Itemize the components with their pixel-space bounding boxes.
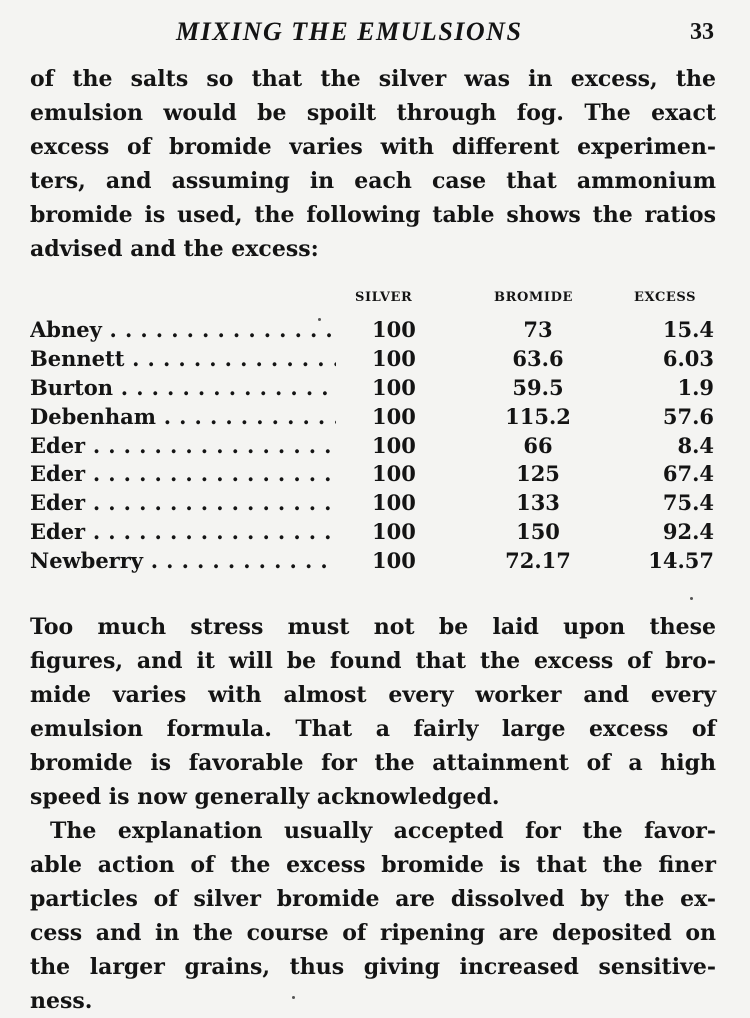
text-line: mide varies with almost every worker and every bbox=[30, 682, 716, 708]
text-line: of the salts so that the silver was in excess, the bbox=[30, 66, 716, 92]
table-row bbox=[30, 518, 720, 547]
table-row bbox=[30, 316, 720, 345]
experimenter-name: Bennett . . . bbox=[30, 345, 336, 374]
paragraph-stress bbox=[30, 610, 716, 814]
bromide-value: 115.2 bbox=[505, 403, 571, 429]
column-header-silver: SILVER bbox=[355, 290, 413, 305]
print-speck bbox=[690, 597, 693, 600]
text-line: The explanation usually accepted for the favor- bbox=[50, 818, 716, 844]
table-row bbox=[30, 547, 720, 576]
excess-value: 57.6 bbox=[662, 403, 714, 429]
text-line: cess and in the course of ripening are deposited on bbox=[30, 920, 716, 946]
bromide-value: 125 bbox=[516, 461, 560, 487]
excess-value: 6.03 bbox=[662, 345, 714, 371]
excess-value: 75.4 bbox=[662, 490, 714, 516]
experimenter-name: Burton . . . bbox=[30, 374, 336, 403]
bromide-value: 63.6 bbox=[512, 345, 564, 371]
table-header bbox=[30, 286, 720, 316]
table-row bbox=[30, 460, 720, 489]
text-line: excess of bromide varies with different experimen- bbox=[30, 134, 716, 160]
ratio-table bbox=[30, 286, 720, 576]
running-head bbox=[0, 14, 750, 50]
text-line: Too much stress must not be laid upon these bbox=[30, 614, 716, 640]
column-header-bromide: BROMIDE bbox=[494, 290, 573, 305]
text-line: ters, and assuming in each case that ammonium bbox=[30, 168, 716, 194]
experimenter-name: Newberry . . . bbox=[30, 547, 336, 576]
text-line: ness. bbox=[30, 988, 93, 1014]
text-line: the larger grains, thus giving increased sensitive- bbox=[30, 954, 716, 980]
paragraph-explanation bbox=[30, 814, 716, 1018]
experimenter-name: Eder . . . bbox=[30, 460, 336, 489]
silver-value: 100 bbox=[372, 374, 416, 400]
table-row bbox=[30, 403, 720, 432]
bromide-value: 66 bbox=[523, 432, 553, 458]
page-number: 33 bbox=[690, 19, 714, 45]
excess-value: 14.57 bbox=[648, 548, 714, 574]
experimenter-name: Abney . . . bbox=[30, 316, 336, 345]
column-header-excess: EXCESS bbox=[634, 290, 697, 305]
chapter-title: MIXING THE EMULSIONS bbox=[176, 17, 523, 46]
table-row bbox=[30, 432, 720, 461]
silver-value: 100 bbox=[372, 461, 416, 487]
text-line: figures, and it will be found that the excess of bro- bbox=[30, 648, 716, 674]
bromide-value: 59.5 bbox=[512, 374, 564, 400]
excess-value: 15.4 bbox=[662, 317, 714, 342]
silver-value: 100 bbox=[372, 490, 416, 516]
experimenter-name: Eder . . . bbox=[30, 489, 336, 518]
bromide-value: 150 bbox=[516, 519, 560, 545]
experimenter-name: Debenham . . . bbox=[30, 403, 336, 432]
text-line: particles of silver bromide are dissolved by the ex- bbox=[30, 886, 716, 912]
bromide-value: 133 bbox=[516, 490, 560, 516]
print-speck bbox=[292, 996, 295, 999]
text-line: emulsion formula. That a fairly large excess of bbox=[30, 716, 716, 742]
text-line: advised and the excess: bbox=[30, 236, 319, 262]
bromide-value: 73 bbox=[523, 317, 553, 342]
silver-value: 100 bbox=[372, 548, 416, 574]
text-line: able action of the excess bromide is that the finer bbox=[30, 852, 716, 878]
text-line: bromide is used, the following table shows the ratios bbox=[30, 202, 716, 228]
silver-value: 100 bbox=[372, 345, 416, 371]
print-speck bbox=[318, 318, 321, 321]
silver-value: 100 bbox=[372, 403, 416, 429]
table-row bbox=[30, 489, 720, 518]
silver-value: 100 bbox=[372, 317, 416, 342]
excess-value: 92.4 bbox=[662, 519, 714, 545]
bromide-value: 72.17 bbox=[505, 548, 571, 574]
table-row bbox=[30, 374, 720, 403]
excess-value: 1.9 bbox=[677, 374, 714, 400]
silver-value: 100 bbox=[372, 432, 416, 458]
text-line: speed is now generally acknowledged. bbox=[30, 784, 500, 810]
silver-value: 100 bbox=[372, 519, 416, 545]
table-row bbox=[30, 345, 720, 374]
excess-value: 8.4 bbox=[677, 432, 714, 458]
experimenter-name: Eder . . . bbox=[30, 432, 336, 461]
text-line: emulsion would be spoilt through fog. The exact bbox=[30, 100, 716, 126]
text-line: bromide is favorable for the attainment of a high bbox=[30, 750, 716, 776]
excess-value: 67.4 bbox=[662, 461, 714, 487]
paragraph-intro bbox=[30, 62, 716, 266]
experimenter-name: Eder . . . bbox=[30, 518, 336, 547]
